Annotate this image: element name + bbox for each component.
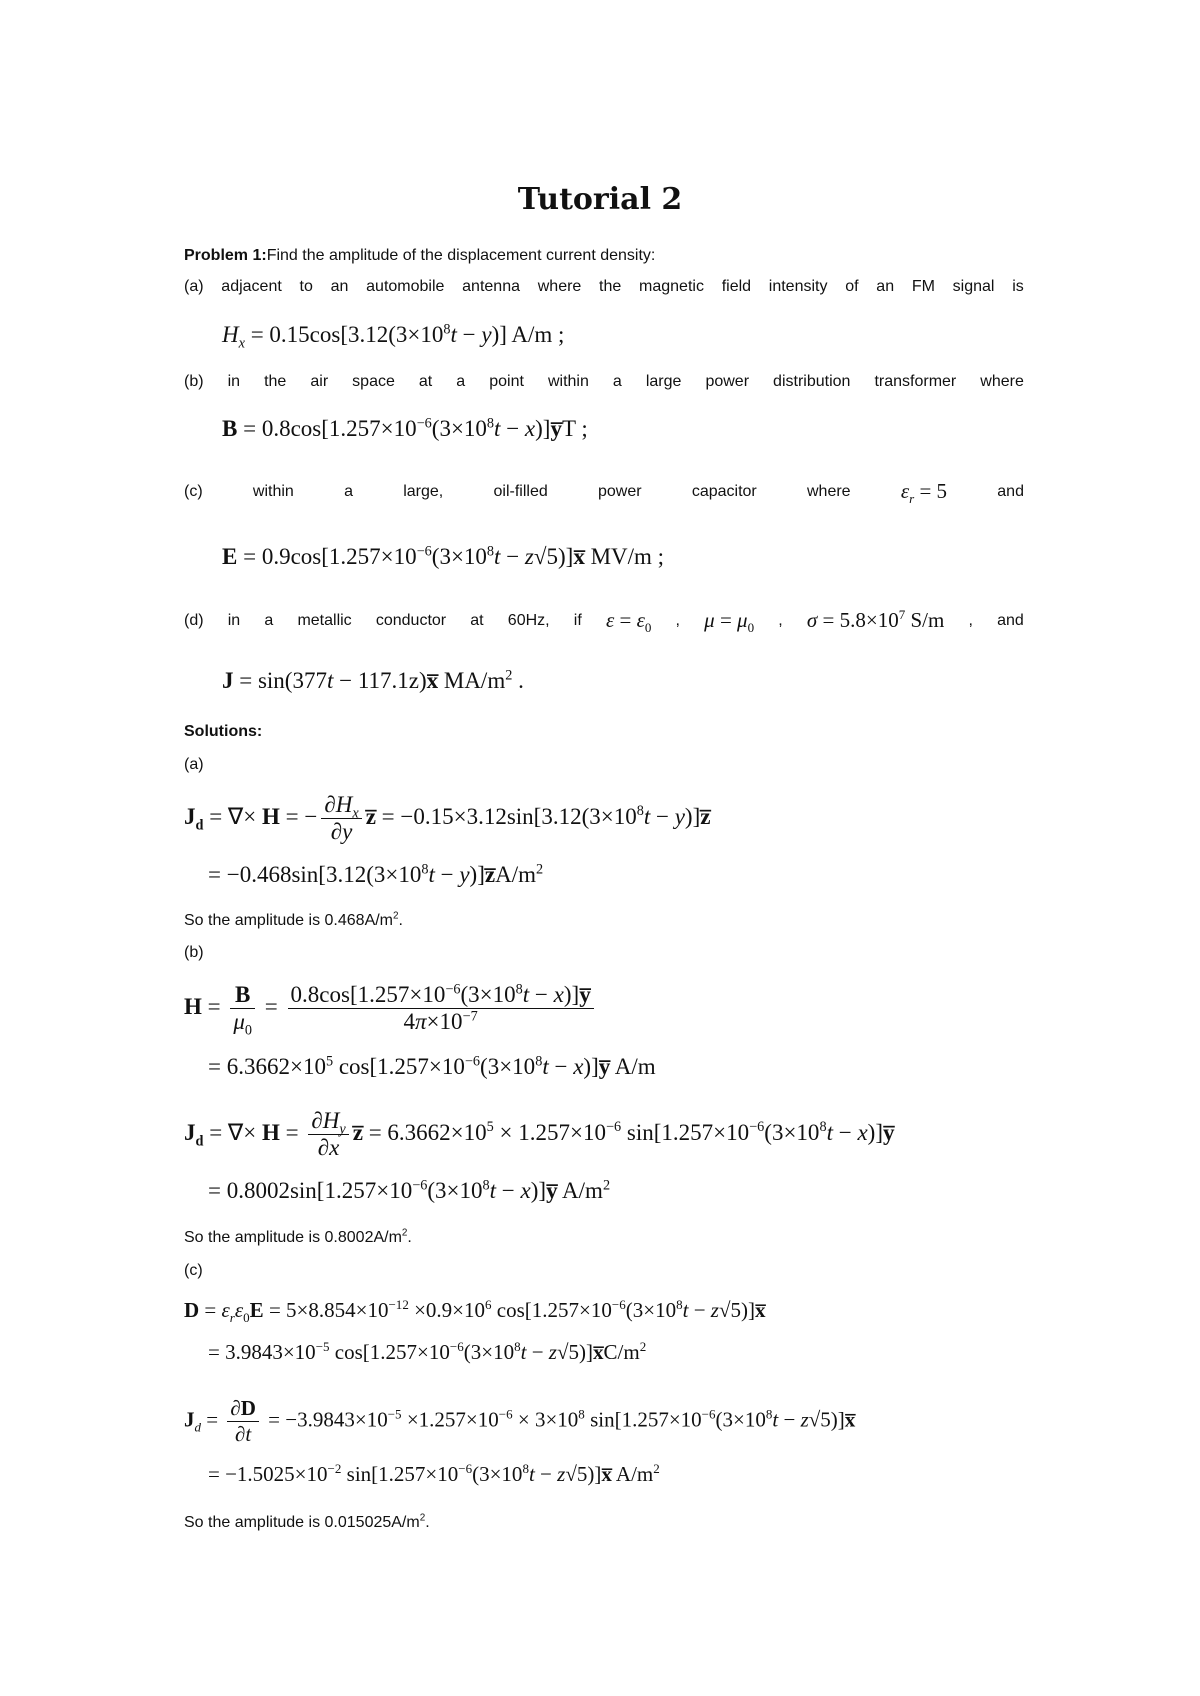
solution-a-eq1: $J_d$ = ∇× H = − $\frac{\partial H_x}{\partial y}$ z̅ = $-0.15\times 3.12\sin[3.12(3\times 10^8t$ − y)]z̅ [184, 792, 711, 844]
solution-a-label: (a) [184, 756, 204, 773]
solution-c-eq3: $J_d$ = $\frac{\partial D}{\partial t}$ = $-3.9843\times 10^{-5} \times 1.257\times 10^{-6} \times 3\times 10^8$ $\sin[1.257\times 10^{-6}(3\times 10^8t$ − z√5)]x̅ [184, 1396, 856, 1446]
solution-b-eq2: = $6.3662\times 10^5$ $\cos[1.257\times 10^{-6}(3\times 10^8t$ − x)]y̅ A/m [208, 1053, 656, 1079]
equation-a-field: $H_x = 0.15\cos[3.12(3\times 10^8t - y)]$ A/m ; [222, 321, 565, 352]
part-b-text: (b) in the air space at a point within a large power distribution transformer where [184, 373, 1024, 390]
solution-c-amplitude: So the amplitude is $0.015025A/m^2$. [184, 1512, 430, 1531]
solution-a-amplitude: So the amplitude is $0.468A/m^2$. [184, 910, 403, 929]
solution-c-label: (c) [184, 1262, 203, 1279]
solution-c-eq1: $D = \varepsilon_r\varepsilon_0E = 5\times 8.854\times 10^{-12} \times 0.9\times 10^6$ $\cos[1.257\times 10^{-6}(3\times 10^8t$ − z√5)]x̅ [184, 1297, 766, 1326]
solution-c-eq4: = $-1.5025\times 10^{-2}$ $\sin[1.257\times 10^{-6}(3\times 10^8t$ − z√5)]x̅ $A/m^2$ [208, 1461, 660, 1486]
solution-a-eq2: = $-0.468\sin[3.12(3\times 10^8t$ − $y)]z̅A/m^2$ [208, 861, 544, 887]
part-a-text: (a) adjacent to an automobile antenna where the magnetic field intensity of an FM signal is [184, 278, 1024, 295]
equation-d-field: J = sin(377t − 117.1z)x̅ $MA/m^2$ . [222, 667, 524, 693]
part-d-text: (d) in a metallic conductor at 60Hz, if $\varepsilon = \varepsilon_0$ , $\mu = \mu_0$ , $\sigma = 5.8\times 10^7$ S/m , and [184, 607, 1024, 636]
solution-c-eq2: = $3.9843\times 10^{-5}$ $\cos[1.257\times 10^{-6}(3\times 10^8t$ − $z√5)]x̅C/m^2$ [208, 1339, 647, 1364]
page-title: Tutorial 2 [517, 182, 683, 217]
part-c-text: (c) within a large, oil-filled power capacitor where $\varepsilon_r = 5$ and [184, 479, 1024, 507]
problem-label: Problem 1: [184, 247, 267, 264]
equation-b-field: $B = 0.8\cos[1.257\times 10^{-6}(3\times 10^8t$ − x)]y̅T ; [222, 415, 588, 441]
equation-c-field: $E = 0.9\cos[1.257\times 10^{-6}(3\times 10^8t$ − z√5)]x̅ MV/m ; [222, 543, 665, 569]
solutions-heading: Solutions: [184, 723, 263, 740]
solution-b-eq3: $J_d$ = ∇× H = $\frac{\partial H_y}{\partial x}$ z̅ = $6.3662\times 10^5 \times 1.257\times 10^{-6}$ $\sin[1.257\times 10^{-6}(3\times 10^8t$ − x)]y̅ [184, 1108, 895, 1160]
problem-text: Find the amplitude of the displacement current density: [266, 247, 656, 264]
solution-b-amplitude: So the amplitude is $0.8002A/m^2$. [184, 1227, 412, 1246]
solution-b-eq1: H = $\frac{B}{\mu_0}$ = $\frac{0.8\cos[1.257\times 10^{-6}(3\times 10^8t - x)]y̅}{4\pi\times 10^{-7}}$ [184, 982, 598, 1035]
solution-b-label: (b) [184, 944, 204, 961]
problem-statement [184, 247, 655, 265]
solution-b-eq4: = $0.8002\sin[1.257\times 10^{-6}(3\times 10^8t$ − x)]y̅ $A/m^2$ [208, 1177, 611, 1203]
